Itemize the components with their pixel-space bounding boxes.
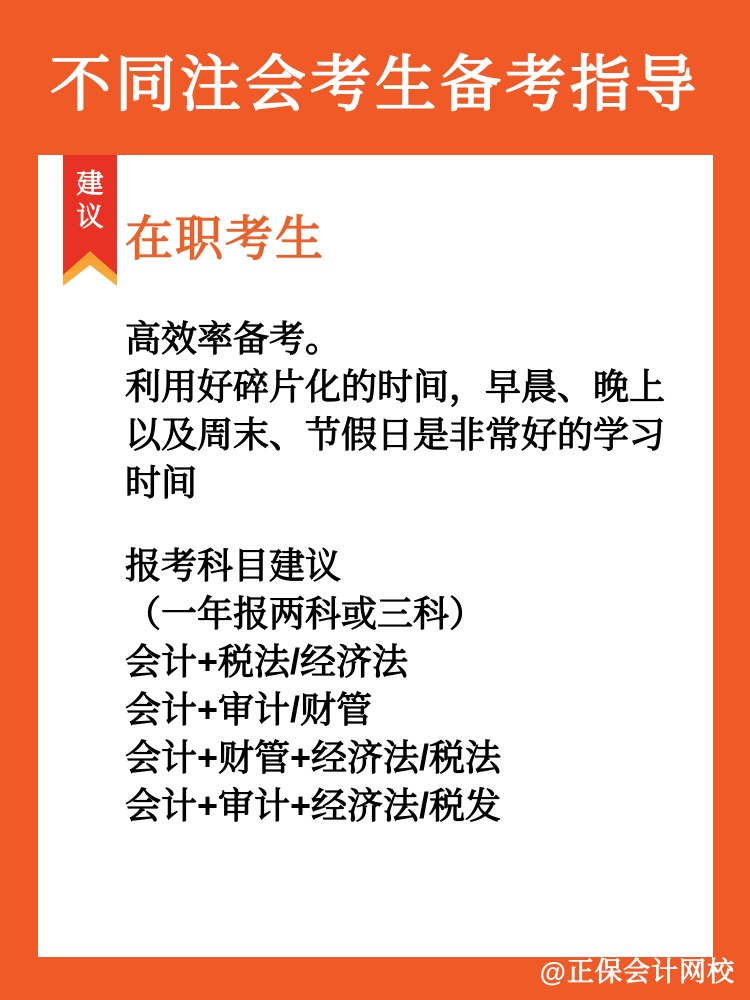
body-line: 会计+审计+经济法/税发: [125, 785, 502, 826]
body-line: 会计+税法/经济法: [125, 641, 409, 682]
suggestion-ribbon: [63, 155, 117, 286]
poster-title: 不同注会考生备考指导: [49, 50, 700, 118]
body-line: 利用好碎片化的时间，早晨、晚上: [125, 366, 666, 407]
body-line: 会计+财管+经济法/税法: [125, 737, 502, 778]
section-heading: 在职考生: [125, 213, 326, 266]
content-card: [38, 155, 713, 957]
body-line: （一年报两科或三科）: [125, 593, 486, 634]
body-text: [125, 315, 690, 830]
ribbon-label: [63, 168, 117, 234]
body-line: 时间: [125, 462, 198, 503]
paragraph-study-tips: [125, 315, 690, 507]
body-line: 报考科目建议: [125, 545, 342, 586]
body-line: 以及周末、节假日是非常好的学习: [125, 414, 666, 455]
watermark: @正保会计网校: [539, 957, 735, 987]
paragraph-subject-advice: [125, 542, 690, 830]
ribbon-char-1: 建: [76, 169, 104, 199]
body-line: 会计+审计/财管: [125, 689, 373, 730]
ribbon-char-2: 议: [76, 202, 104, 232]
body-line: 高效率备考。: [125, 318, 342, 359]
